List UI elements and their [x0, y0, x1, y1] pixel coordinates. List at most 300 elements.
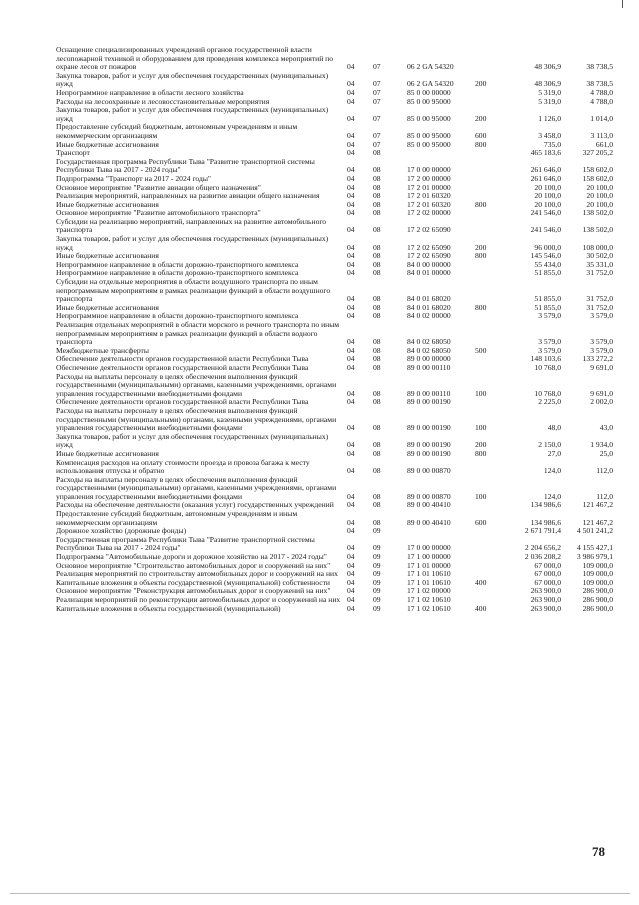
- row-amount-year1: 241 546,0: [530, 208, 561, 218]
- row-section: 04: [347, 96, 355, 106]
- row-section: 04: [347, 517, 355, 527]
- budget-table: [56, 46, 616, 613]
- row-amount-year1: 5 319,0: [538, 96, 561, 106]
- row-subsection: 08: [373, 466, 381, 476]
- row-section: 04: [347, 586, 355, 596]
- row-name: Иные бюджетные ассигнования: [56, 251, 159, 261]
- row-amount-year2: 3 986 979,1: [576, 552, 613, 562]
- row-amount-year2: 286 900,0: [582, 586, 613, 596]
- row-subsection: 08: [373, 362, 381, 372]
- row-subsection: 09: [373, 595, 381, 604]
- row-section: 04: [347, 345, 355, 355]
- row-amount-year2: 286 900,0: [582, 595, 613, 604]
- row-expense-type: 200: [475, 113, 487, 123]
- row-amount-year1: 48,0: [547, 423, 561, 433]
- row-amount-year1: 20 100,0: [534, 182, 561, 192]
- table-row: [56, 605, 616, 614]
- row-amount-year2: 327 205,2: [582, 148, 613, 158]
- row-subsection: 08: [373, 517, 381, 527]
- row-section: 04: [347, 139, 355, 149]
- row-amount-year2: 133 272,2: [582, 354, 613, 364]
- row-target-article: 89 0 00 00190: [407, 448, 451, 458]
- row-target-article: 84 0 01 00000: [407, 268, 451, 278]
- row-name: Реализация мероприятий по реконструкции автомобильных дорог и сооружений на них: [56, 595, 341, 604]
- row-subsection: 08: [373, 354, 381, 364]
- row-name: Компенсация расходов на оплату стоимости проезда и провоза багажа к месту использования отпуска и обратно: [56, 457, 310, 476]
- row-subsection: 08: [373, 337, 381, 347]
- row-amount-year1: 735,0: [543, 139, 561, 149]
- row-target-article: 85 0 00 95000: [407, 113, 451, 123]
- row-amount-year2: 4 788,0: [590, 96, 613, 106]
- scan-bottom-rule: [10, 893, 630, 894]
- row-amount-year2: 3 579,0: [590, 337, 613, 347]
- row-subsection: 08: [373, 302, 381, 312]
- row-amount-year2: 138 502,0: [582, 225, 613, 235]
- table-row: [56, 278, 616, 304]
- row-name: Закупка товаров, работ и услуг для обеспечения государственных (муниципальных) нужд: [56, 234, 329, 252]
- row-amount-year2: 3 579,0: [590, 345, 613, 355]
- row-name: Подпрограмма "Транспорт на 2017 - 2024 годы": [56, 173, 212, 183]
- row-target-article: 17 1 01 10610: [407, 577, 451, 587]
- row-name: Расходы на обеспечение деятельности (оказания услуг) государственных учреждений: [56, 500, 334, 510]
- row-amount-year1: 241 546,0: [530, 225, 561, 235]
- row-target-article: 89 0 00 00190: [407, 440, 451, 450]
- row-section: 04: [347, 182, 355, 192]
- row-amount-year1: 3 579,0: [538, 345, 561, 355]
- row-section: 04: [347, 302, 355, 312]
- row-amount-year2: 286 900,0: [582, 603, 613, 613]
- row-subsection: 07: [373, 113, 381, 123]
- row-amount-year2: 9 691,0: [590, 362, 613, 372]
- row-subsection: 09: [373, 526, 381, 536]
- row-target-article: 17 1 01 10610: [407, 569, 451, 579]
- row-target-article: 17 0 00 00000: [407, 165, 451, 175]
- row-amount-year2: 31 752,0: [586, 268, 613, 278]
- row-amount-year2: 112,0: [596, 466, 613, 476]
- row-target-article: 89 0 00 00870: [407, 491, 451, 501]
- row-target-article: 17 1 02 00000: [407, 586, 451, 596]
- row-expense-type: 600: [475, 130, 487, 140]
- row-amount-year1: 3 579,0: [538, 311, 561, 321]
- table-row: [56, 158, 616, 175]
- table-row: [56, 510, 616, 527]
- row-amount-year2: 30 502,0: [586, 251, 613, 261]
- row-amount-year1: 20 100,0: [534, 199, 561, 209]
- row-expense-type: 100: [475, 491, 487, 501]
- row-section: 04: [347, 173, 355, 183]
- row-subsection: 09: [373, 543, 381, 553]
- row-target-article: 17 2 00 00000: [407, 173, 451, 183]
- row-amount-year1: 55 434,0: [534, 259, 561, 269]
- row-name: Расходы на выплаты персоналу в целях обеспечения выполнения функций государственными (муниципальными) органами, казенными учреждениями, органами управления государственными внебюджетными фондами: [56, 371, 337, 398]
- row-subsection: 08: [373, 182, 381, 192]
- row-amount-year1: 20 100,0: [534, 191, 561, 201]
- row-name: Иные бюджетные ассигнования: [56, 302, 159, 312]
- row-name: Непрограммное направление в области дорожно-транспортного комплекса: [56, 268, 299, 278]
- row-section: 04: [347, 294, 355, 304]
- row-subsection: 08: [373, 225, 381, 235]
- row-subsection: 07: [373, 130, 381, 140]
- table-row: [56, 373, 616, 399]
- row-amount-year1: 96 000,0: [534, 242, 561, 252]
- row-expense-type: 200: [475, 440, 487, 450]
- row-section: 04: [347, 259, 355, 269]
- row-subsection: 08: [373, 294, 381, 304]
- row-amount-year1: 67 000,0: [534, 560, 561, 570]
- row-subsection: 08: [373, 242, 381, 252]
- row-subsection: 08: [373, 268, 381, 278]
- row-target-article: 17 0 00 00000: [407, 543, 451, 553]
- row-amount-year1: 2 204 656,2: [524, 543, 561, 553]
- row-target-article: 89 0 00 00870: [407, 466, 451, 476]
- row-amount-year2: 9 691,0: [590, 388, 613, 398]
- row-name: Реализация отдельных мероприятий в области морского и речного транспорта по иным непрограммным мероприятиям в рамках реализации функций в области водного транспорта: [56, 320, 340, 347]
- row-name: Капитальные вложения в объекты государственной (муниципальной): [56, 603, 281, 613]
- row-target-article: 17 2 01 60320: [407, 199, 451, 209]
- row-amount-year1: 3 579,0: [538, 337, 561, 347]
- row-section: 04: [347, 311, 355, 321]
- row-amount-year1: 134 986,6: [530, 500, 561, 510]
- row-expense-type: 800: [475, 199, 487, 209]
- row-expense-type: 400: [475, 603, 487, 613]
- row-target-article: 89 0 00 00000: [407, 354, 451, 364]
- row-subsection: 08: [373, 311, 381, 321]
- row-name: Иные бюджетные ассигнования: [56, 199, 159, 209]
- row-section: 04: [347, 191, 355, 201]
- row-target-article: 84 0 02 68050: [407, 345, 451, 355]
- row-section: 04: [347, 491, 355, 501]
- row-amount-year2: 4 501 241,2: [576, 526, 613, 536]
- row-amount-year2: 35 331,0: [586, 259, 613, 269]
- row-subsection: 08: [373, 191, 381, 201]
- row-amount-year1: 10 768,0: [534, 362, 561, 372]
- row-name: Субсидии на реализацию мероприятий, направленных на развитие автомобильного транспорта: [56, 216, 327, 235]
- row-section: 04: [347, 199, 355, 209]
- row-target-article: 85 0 00 95000: [407, 96, 451, 106]
- row-name: Обеспечение деятельности органов государственной власти Республики Тыва: [56, 354, 309, 364]
- row-section: 04: [347, 225, 355, 235]
- row-expense-type: 500: [475, 345, 487, 355]
- row-amount-year2: 1 014,0: [590, 113, 613, 123]
- scan-edge-mark: [622, 0, 623, 8]
- row-name: Предоставление субсидий бюджетным, автономным учреждениям и иным некоммерческим организациям: [56, 509, 298, 527]
- row-amount-year2: 31 752,0: [586, 294, 613, 304]
- row-section: 04: [347, 130, 355, 140]
- row-amount-year1: 145 546,0: [530, 251, 561, 261]
- row-subsection: 08: [373, 251, 381, 261]
- table-row: [56, 536, 616, 553]
- row-name: Расходы на выплаты персоналу в целях обеспечения выполнения функций государственными (муниципальными) органами, казенными учреждениями, органами управления государственными внебюджетными фондами: [56, 405, 337, 433]
- row-target-article: 89 0 00 40410: [407, 517, 451, 527]
- row-amount-year1: 465 183,6: [530, 148, 561, 158]
- row-expense-type: 200: [475, 242, 487, 252]
- row-section: 04: [347, 87, 355, 97]
- row-amount-year1: 3 458,0: [538, 130, 561, 140]
- row-target-article: 84 0 00 00000: [407, 259, 451, 269]
- row-amount-year2: 121 467,2: [582, 500, 613, 510]
- row-name: Субсидии на отдельные мероприятия в области воздушного транспорта по иным непрограммным мероприятиям в рамках реализации функций в области воздушного транспорта: [56, 277, 331, 304]
- row-name: Обеспечение деятельности органов государственной власти Республики Тыва: [56, 362, 309, 372]
- row-section: 04: [347, 388, 355, 398]
- row-section: 04: [347, 165, 355, 175]
- row-name: Закупка товаров, работ и услуг для обеспечения государственных (муниципальных) нужд: [56, 105, 329, 123]
- row-subsection: 09: [373, 569, 381, 579]
- table-row: [56, 476, 616, 502]
- row-name: Основное мероприятие "Реконструкция автомобильных дорог и сооружений на них": [56, 586, 331, 596]
- row-subsection: 09: [373, 552, 381, 562]
- row-subsection: 08: [373, 388, 381, 398]
- row-amount-year1: 263 900,0: [530, 586, 561, 596]
- row-amount-year1: 67 000,0: [534, 569, 561, 579]
- row-subsection: 08: [373, 165, 381, 175]
- row-target-article: 06 2 GA 54320: [407, 62, 454, 72]
- row-target-article: 84 0 02 68050: [407, 337, 451, 347]
- row-name: Основное мероприятие "Строительство автомобильных дорог и сооружений на них": [56, 560, 331, 570]
- row-subsection: 07: [373, 87, 381, 97]
- row-target-article: 17 1 02 10610: [407, 595, 451, 604]
- row-subsection: 08: [373, 208, 381, 218]
- row-name: Обеспечение деятельности органов государственной власти Республики Тыва: [56, 397, 309, 407]
- row-amount-year2: 1 934,0: [590, 440, 613, 450]
- row-amount-year2: 158 602,0: [582, 165, 613, 175]
- row-amount-year1: 2 150,0: [538, 440, 561, 450]
- row-subsection: 09: [373, 560, 381, 570]
- row-section: 04: [347, 62, 355, 72]
- row-subsection: 09: [373, 577, 381, 587]
- row-amount-year2: 25,0: [599, 448, 613, 458]
- row-expense-type: 200: [475, 79, 487, 89]
- row-subsection: 09: [373, 586, 381, 596]
- row-subsection: 08: [373, 259, 381, 269]
- row-section: 04: [347, 148, 355, 158]
- row-name: Межбюджетные трансферты: [56, 345, 149, 355]
- row-amount-year2: 661,0: [595, 139, 613, 149]
- row-expense-type: 800: [475, 251, 487, 261]
- row-section: 04: [347, 500, 355, 510]
- row-subsection: 07: [373, 96, 381, 106]
- row-amount-year2: 20 100,0: [586, 199, 613, 209]
- row-target-article: 17 1 00 00000: [407, 552, 451, 562]
- row-amount-year1: 148 103,6: [530, 354, 561, 364]
- row-target-article: 17 2 02 65090: [407, 225, 451, 235]
- row-subsection: 09: [373, 603, 381, 613]
- row-target-article: 06 2 GA 54320: [407, 79, 454, 89]
- row-amount-year1: 134 986,6: [530, 517, 561, 527]
- row-amount-year2: 109 000,0: [582, 577, 613, 587]
- row-target-article: 85 0 00 00000: [407, 87, 451, 97]
- row-amount-year2: 109 000,0: [582, 569, 613, 579]
- row-name: Предоставление субсидий бюджетным, автономным учреждениям и иным некоммерческим организациям: [56, 122, 298, 140]
- row-target-article: 17 2 01 00000: [407, 182, 451, 192]
- row-target-article: 17 2 01 60320: [407, 191, 451, 201]
- row-amount-year1: 10 768,0: [534, 388, 561, 398]
- table-row: [56, 433, 616, 450]
- page-number: 78: [592, 844, 605, 859]
- row-subsection: 08: [373, 397, 381, 407]
- row-name: Государственная программа Республики Тыва "Развитие транспортной системы Республики Тыва на 2017 - 2024 годы": [56, 156, 315, 175]
- row-name: Непрограммное направление в области дорожно-транспортного комплекса: [56, 259, 299, 269]
- row-target-article: 85 0 00 95000: [407, 139, 451, 149]
- row-section: 04: [347, 560, 355, 570]
- row-amount-year2: 43,0: [599, 423, 613, 433]
- row-name: Транспорт: [56, 148, 90, 158]
- row-amount-year1: 2 671 791,4: [524, 526, 561, 536]
- row-subsection: 08: [373, 345, 381, 355]
- row-name: Иные бюджетные ассигнования: [56, 448, 159, 458]
- table-row: [56, 72, 616, 89]
- table-row: [56, 407, 616, 433]
- row-subsection: 07: [373, 139, 381, 149]
- row-amount-year1: 48 306,9: [534, 79, 561, 89]
- row-target-article: 89 0 00 00110: [407, 362, 451, 372]
- table-row: [56, 46, 616, 72]
- row-amount-year1: 261 646,0: [530, 173, 561, 183]
- row-amount-year1: 124,0: [543, 466, 561, 476]
- row-expense-type: 400: [475, 577, 487, 587]
- row-expense-type: 800: [475, 139, 487, 149]
- row-subsection: 07: [373, 62, 381, 72]
- row-target-article: 17 2 02 65090: [407, 242, 451, 252]
- table-row: [56, 218, 616, 235]
- table-row: [56, 123, 616, 140]
- row-name: Дорожное хозяйство (дорожные фонды): [56, 526, 187, 536]
- row-section: 04: [347, 397, 355, 407]
- row-amount-year1: 263 900,0: [530, 595, 561, 604]
- row-target-article: 84 0 01 68020: [407, 294, 451, 304]
- row-target-article: 84 0 01 68020: [407, 302, 451, 312]
- row-target-article: 89 0 00 00110: [407, 388, 451, 398]
- row-section: 04: [347, 569, 355, 579]
- row-expense-type: 800: [475, 302, 487, 312]
- row-section: 04: [347, 526, 355, 536]
- table-row: [56, 459, 616, 476]
- row-amount-year2: 121 467,2: [582, 517, 613, 527]
- row-amount-year2: 108 000,0: [582, 242, 613, 252]
- row-section: 04: [347, 337, 355, 347]
- row-section: 04: [347, 595, 355, 604]
- row-amount-year1: 51 855,0: [534, 302, 561, 312]
- row-amount-year1: 263 900,0: [530, 603, 561, 613]
- row-name: Расходы на выплаты персоналу в целях обеспечения выполнения функций государственными (муниципальными) органами, казенными учреждениями, органами управления государственными внебюджетными фондами: [56, 474, 337, 501]
- table-row: [56, 235, 616, 252]
- row-section: 04: [347, 113, 355, 123]
- row-name: Реализация мероприятий по строительству автомобильных дорог и сооружений на них: [56, 569, 338, 579]
- row-target-article: 84 0 02 00000: [407, 311, 451, 321]
- row-section: 04: [347, 466, 355, 476]
- row-name: Основное мероприятие "Развитие авиации общего назначения": [56, 182, 261, 192]
- row-target-article: 89 0 00 00190: [407, 397, 451, 407]
- row-amount-year1: 51 855,0: [534, 268, 561, 278]
- row-expense-type: 800: [475, 448, 487, 458]
- row-amount-year2: 38 738,5: [586, 62, 613, 72]
- row-subsection: 08: [373, 199, 381, 209]
- row-amount-year1: 5 319,0: [538, 87, 561, 97]
- row-subsection: 08: [373, 491, 381, 501]
- row-target-article: 85 0 00 95000: [407, 130, 451, 140]
- row-target-article: 17 2 02 00000: [407, 208, 451, 218]
- row-name: Основное мероприятие "Развитие автомобильного транспорта": [56, 208, 261, 218]
- row-amount-year2: 2 002,0: [590, 397, 613, 407]
- row-section: 04: [347, 251, 355, 261]
- row-name: Расходы на лесоохранные и лесовосстановительные мероприятия: [56, 96, 270, 106]
- row-amount-year2: 4 788,0: [590, 87, 613, 97]
- row-amount-year2: 4 155 427,1: [576, 543, 613, 553]
- row-subsection: 08: [373, 440, 381, 450]
- row-section: 04: [347, 543, 355, 553]
- row-subsection: 08: [373, 423, 381, 433]
- row-amount-year2: 20 100,0: [586, 182, 613, 192]
- row-name: Подпрограмма "Автомобильные дороги и дорожное хозяйство на 2017 - 2024 годы": [56, 552, 327, 562]
- row-name: Непрограммное направление в области лесного хозяйства: [56, 87, 244, 97]
- row-section: 04: [347, 440, 355, 450]
- row-amount-year2: 158 602,0: [582, 173, 613, 183]
- row-section: 04: [347, 242, 355, 252]
- table-row: [56, 106, 616, 123]
- row-name: Иные бюджетные ассигнования: [56, 139, 159, 149]
- row-amount-year1: 51 855,0: [534, 294, 561, 304]
- row-name: Закупка товаров, работ и услуг для обеспечения государственных (муниципальных) нужд: [56, 70, 329, 89]
- row-expense-type: 600: [475, 517, 487, 527]
- row-section: 04: [347, 423, 355, 433]
- row-section: 04: [347, 448, 355, 458]
- row-amount-year1: 261 646,0: [530, 165, 561, 175]
- row-name: Государственная программа Республики Тыва "Развитие транспортной системы Республики Тыва на 2017 - 2024 годы": [56, 534, 315, 553]
- row-subsection: 08: [373, 148, 381, 158]
- row-amount-year1: 1 126,0: [538, 113, 561, 123]
- row-target-article: 89 0 00 40410: [407, 500, 451, 510]
- row-section: 04: [347, 362, 355, 372]
- row-amount-year2: 38 738,5: [586, 79, 613, 89]
- row-amount-year2: 112,0: [596, 491, 613, 501]
- row-subsection: 08: [373, 448, 381, 458]
- row-expense-type: 100: [475, 388, 487, 398]
- row-amount-year1: 67 000,0: [534, 577, 561, 587]
- row-section: 04: [347, 79, 355, 89]
- row-subsection: 08: [373, 173, 381, 183]
- row-amount-year1: 124,0: [543, 491, 561, 501]
- row-amount-year1: 2 225,0: [538, 397, 561, 407]
- row-subsection: 08: [373, 500, 381, 510]
- row-target-article: 17 2 02 65090: [407, 251, 451, 261]
- row-section: 04: [347, 577, 355, 587]
- row-name: Непрограммное направление в области дорожно-транспортного комплекса: [56, 311, 299, 321]
- row-name: Закупка товаров, работ и услуг для обеспечения государственных (муниципальных) нужд: [56, 431, 329, 450]
- row-subsection: 07: [373, 79, 381, 89]
- row-expense-type: 100: [475, 423, 487, 433]
- row-amount-year1: 2 036 208,2: [524, 552, 561, 562]
- row-name: Капитальные вложения в объекты государственной (муниципальной) собственности: [56, 577, 330, 587]
- row-amount-year2: 31 752,0: [586, 302, 613, 312]
- row-amount-year1: 48 306,9: [534, 62, 561, 72]
- table-row: [56, 321, 616, 347]
- row-section: 04: [347, 354, 355, 364]
- row-name: Оснащение специализированных учреждений органов государственной власти лесопожарной техникой и оборудованием для проведения комплекса мероприятий по охране лесов от пожаров: [56, 45, 334, 72]
- row-amount-year2: 3 113,0: [590, 130, 613, 140]
- row-section: 04: [347, 552, 355, 562]
- row-amount-year2: 20 100,0: [586, 191, 613, 201]
- row-amount-year2: 109 000,0: [582, 560, 613, 570]
- row-section: 04: [347, 268, 355, 278]
- row-target-article: 89 0 00 00190: [407, 423, 451, 433]
- row-section: 04: [347, 208, 355, 218]
- row-amount-year2: 3 579,0: [590, 311, 613, 321]
- row-target-article: 17 1 02 10610: [407, 603, 451, 613]
- row-section: 04: [347, 603, 355, 613]
- row-target-article: 17 1 01 00000: [407, 560, 451, 570]
- row-amount-year2: 138 502,0: [582, 208, 613, 218]
- row-amount-year1: 27,0: [547, 448, 561, 458]
- row-name: Реализация мероприятий, направленных на развитие авиации общего назначения: [56, 191, 320, 201]
